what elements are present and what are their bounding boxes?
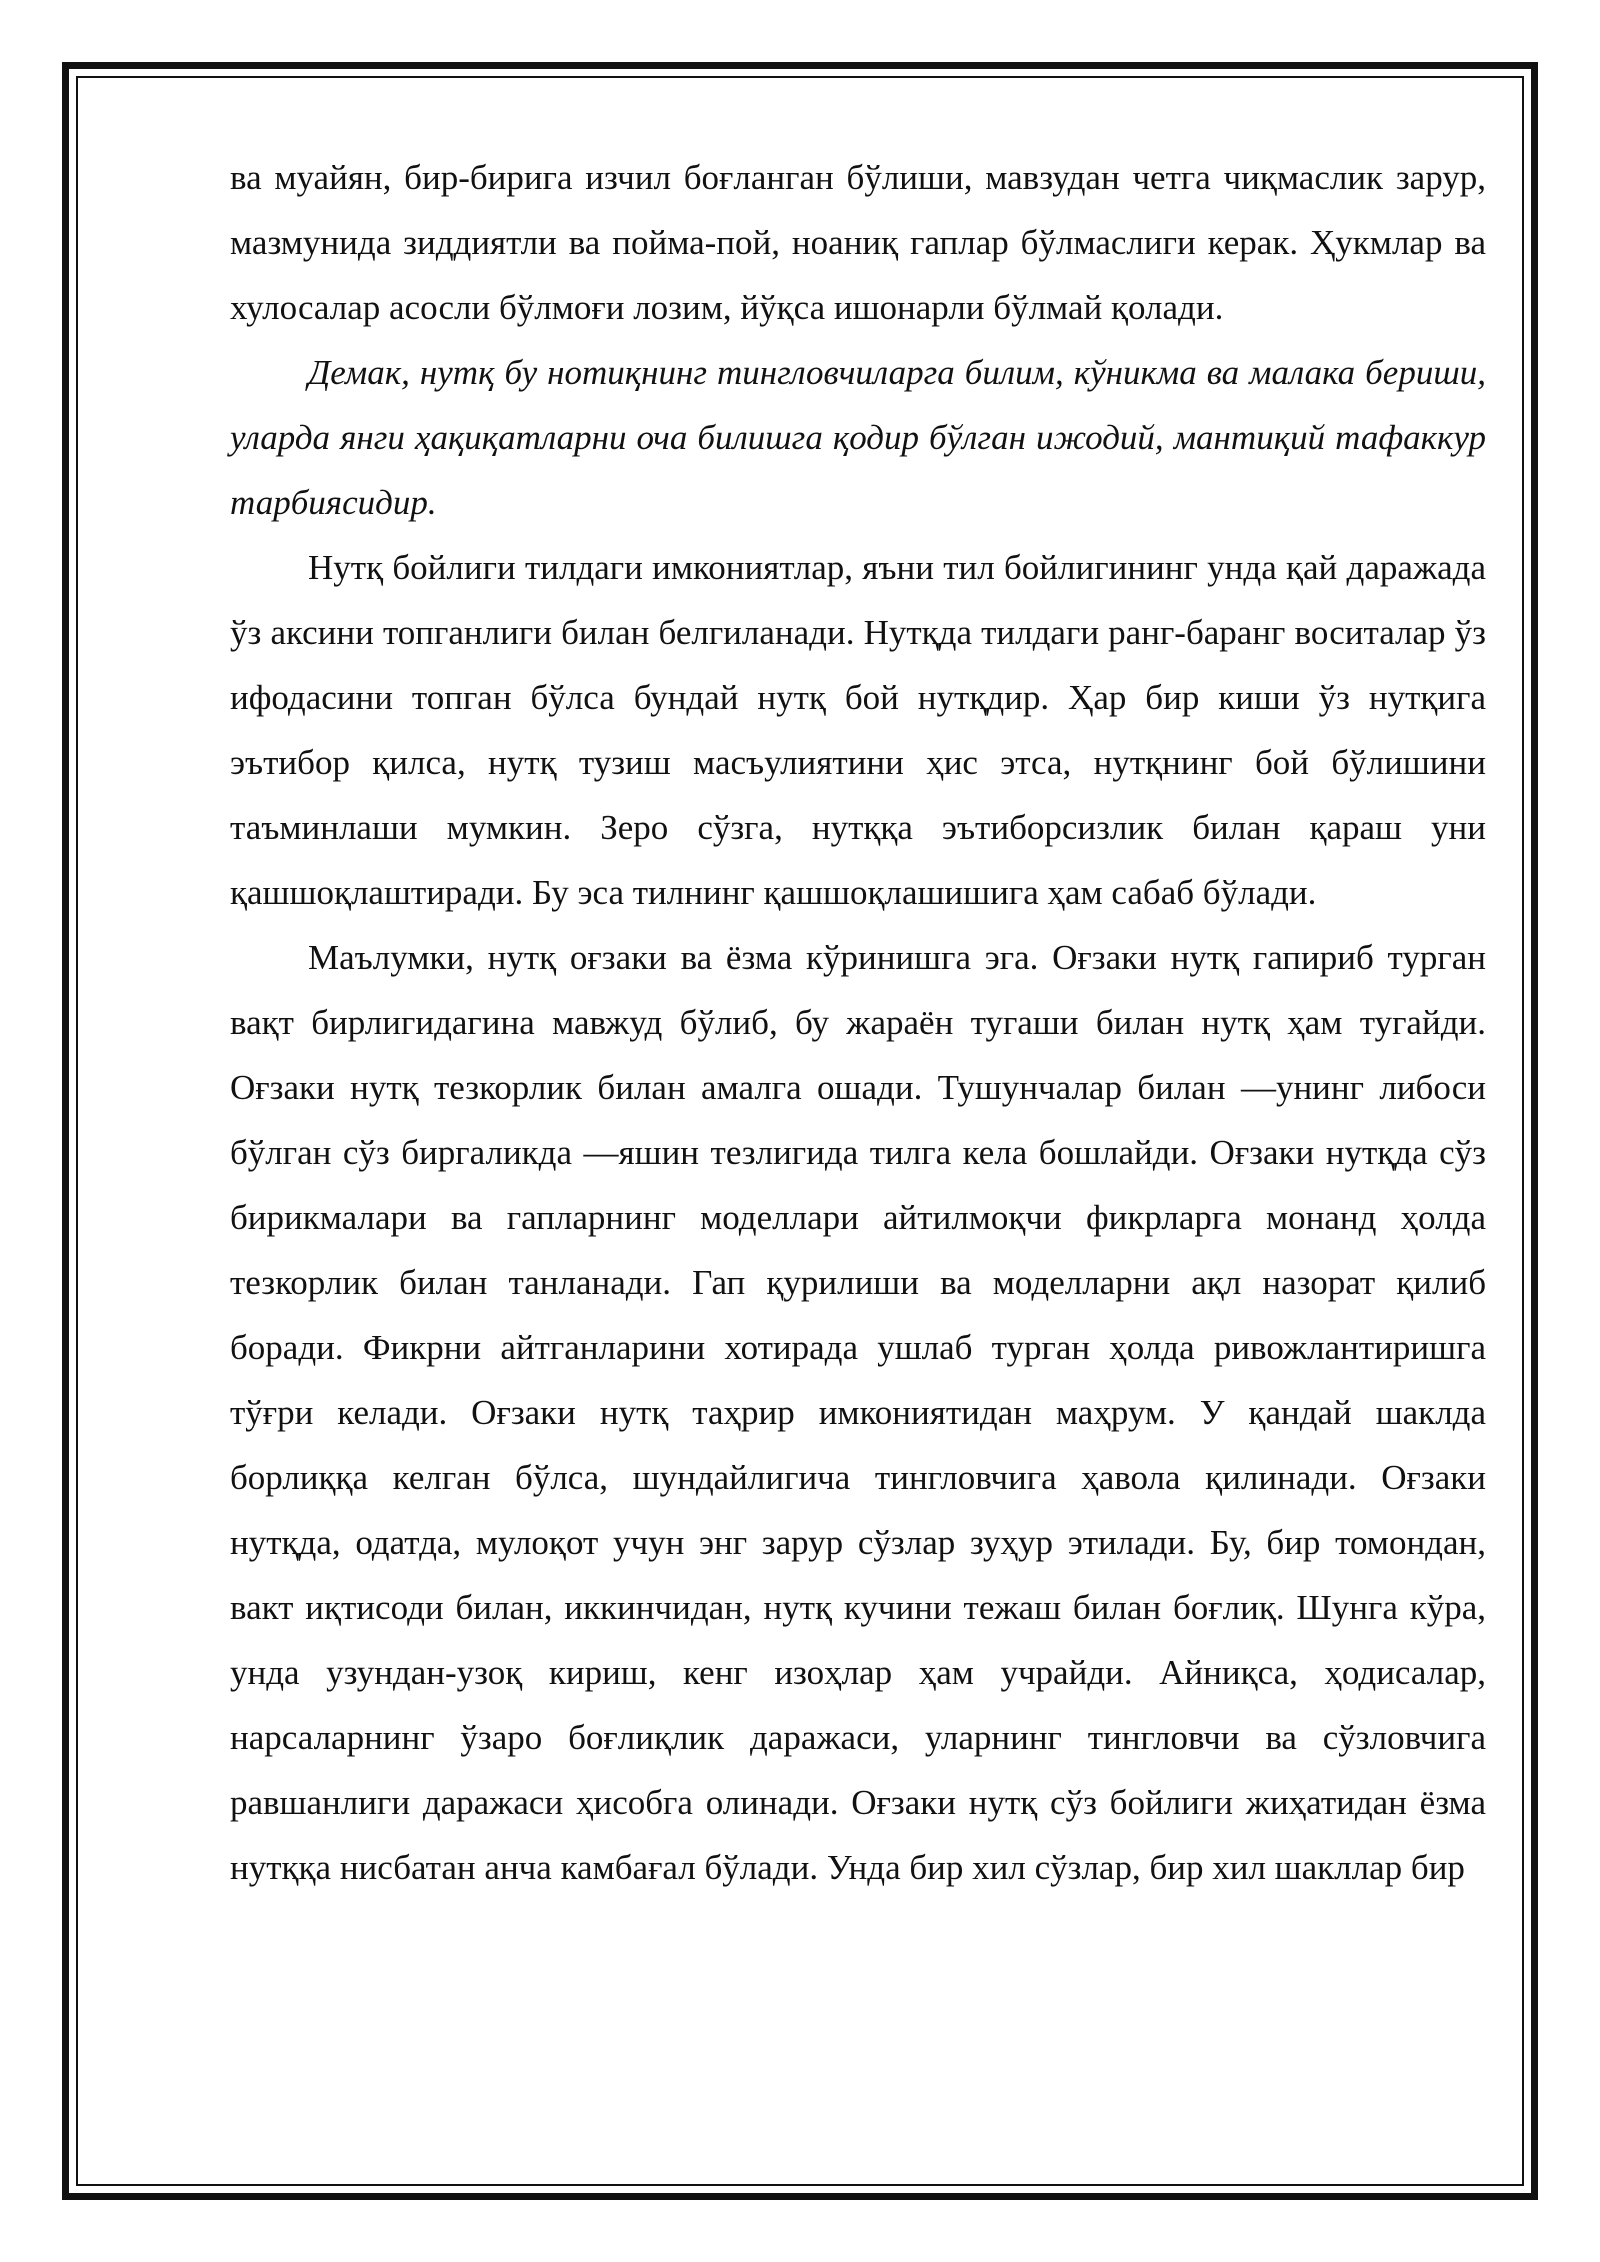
document-body [230,145,1486,1900]
paragraph-continuation: ва муайян, бир-бирига изчил боғланган бўлиши, мавзудан четга чиқмаслик зарур, мазмунида зиддиятли ва пойма-пой, ноаниқ гаплар бўлмаслиги керак. Ҳукмлар ва хулосалар асосли бўлмоғи лозим, йўқса ишонарли бўлмай қолади. [230,158,1486,327]
paragraph-speech-richness: Нутқ бойлиги тилдаги имкониятлар, яъни тил бойлигининг унда қай даражада ўз аксини топганлиги билан белгиланади. Нутқда тилдаги ранг-баранг воситалар ўз ифодасини топган бўлса бундай нутқ бой нутқдир. Ҳар бир киши ўз нутқига эътибор қилса, нутқ тузиш масъулиятини ҳис этса, нутқнинг бой бўлишини таъминлаши мумкин. Зеро сўзга, нутққа эътиборсизлик билан қараш уни қашшоқлаштиради. Бу эса тилнинг қашшоқлашишига ҳам сабаб бўлади. [230,548,1486,912]
paragraph-oral-speech: Маълумки, нутқ оғзаки ва ёзма кўринишга эга. Оғзаки нутқ гапириб турган вақт бирлигидагина мавжуд бўлиб, бу жараён тугаши билан нутқ ҳам тугайди. Оғзаки нутқ тезкорлик билан амалга ошади. Тушунчалар билан —унинг либоси бўлган сўз биргаликда —яшин тезлигида тилга кела бошлайди. Оғзаки нутқда сўз бирикмалари ва гапларнинг моделлари айтилмоқчи фикрларга монанд ҳолда тезкорлик билан танланади. Гап қурилиши ва моделларни ақл назорат қилиб боради. Фикрни айтганларини хотирада ушлаб турган ҳолда ривожлантиришга тўғри келади. Оғзаки нутқ таҳрир имкониятидан маҳрум. У қандай шаклда борлиққа келган бўлса, шундайлигича тингловчига ҳавола қилинади. Оғзаки нутқда, одатда, мулоқот учун энг зарур сўзлар зуҳур этилади. Бу, бир томондан, вакт иқтисоди билан, иккинчидан, нутқ кучини тежаш билан боғлиқ. Шунга кўра, унда узундан-узоқ кириш, кенг изоҳлар ҳам учрайди. Айниқса, ҳодисалар, нарсаларнинг ўзаро боғлиқлик даражаси, уларнинг тингловчи ва сўзловчига равшанлиги даражаси ҳисобга олинади. Оғзаки нутқ сўз бойлиги жиҳатидан ёзма нутққа нисбатан анча камбағал бўлади. Унда бир хил сўзлар, бир хил шакллар бир [230,938,1486,1887]
paragraph-conclusion-italic: Демак, нутқ бу нотиқнинг тингловчиларга билим, кўникма ва малака бериши, уларда янги ҳақиқатларни оча билишга қодир бўлган ижодий, мантиқий тафаккур тарбиясидир. [230,353,1486,522]
